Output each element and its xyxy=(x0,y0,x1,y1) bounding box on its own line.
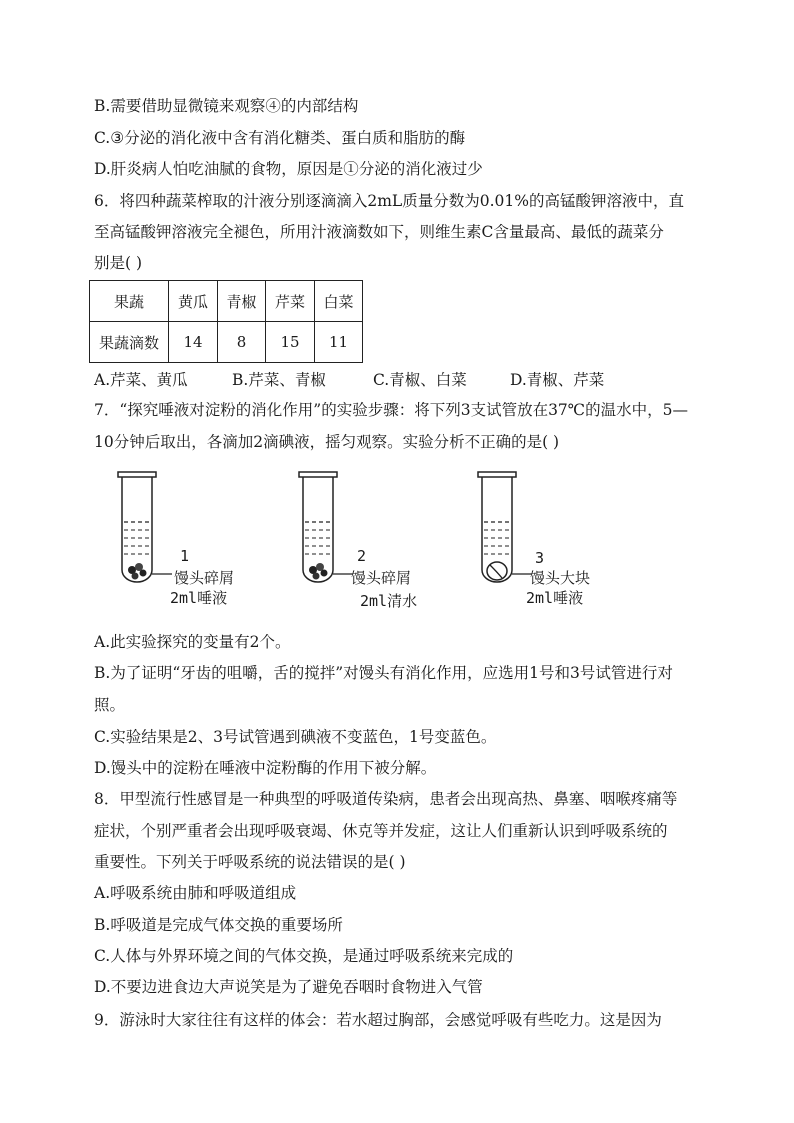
q7-option-b-line1: B.为了证明“牙齿的咀嚼，舌的搅拌”对馒头有消化作用，应选用1号和3号试管进行对 xyxy=(94,664,673,682)
q6-option-c: C.青椒、白菜 xyxy=(373,371,467,389)
q8-stem-line2: 症状，个别严重者会出现呼吸衰竭、休克等并发症，这让人们重新认识到呼吸系统的 xyxy=(94,822,668,840)
q6-stem-line1: 6．将四种蔬菜榨取的汁液分别逐滴滴入2mL质量分数为0.01%的高锰酸钾溶液中，直 xyxy=(94,192,684,210)
table-cell: 15 xyxy=(266,322,315,363)
q7-option-d: D.馒头中的淀粉在唾液中淀粉酶的作用下被分解。 xyxy=(94,759,437,777)
q7-option-b-line2: 照。 xyxy=(94,696,126,714)
q8-option-d: D.不要边进食边大声说笑是为了避免吞咽时食物进入气管 xyxy=(94,978,483,996)
tube-2-content: 馒头碎屑 xyxy=(351,569,412,587)
table-cell: 芹菜 xyxy=(266,281,315,322)
test-tube-3-diagram xyxy=(472,470,532,590)
tube-1-number: 1 xyxy=(180,547,190,565)
table-cell: 11 xyxy=(315,322,363,363)
q7-stem-line2: 10分钟后取出，各滴加2滴碘液，摇匀观察。实验分析不正确的是( ) xyxy=(94,433,560,451)
tube-3-liquid: 2ml唾液 xyxy=(526,589,584,607)
q6-option-d: D.青椒、芹菜 xyxy=(510,371,605,389)
q5-option-c: C.③分泌的消化液中含有消化糖类、蛋白质和脂肪的酶 xyxy=(94,129,466,147)
q6-option-a: A.芹菜、黄瓜 xyxy=(94,371,188,389)
table-cell: 果蔬滴数 xyxy=(90,322,169,363)
q8-option-a: A.呼吸系统由肺和呼吸道组成 xyxy=(94,884,297,902)
table-cell: 黄瓜 xyxy=(169,281,218,322)
test-tube-1-diagram xyxy=(112,470,172,590)
tube-2-number: 2 xyxy=(357,547,367,565)
q8-stem-line1: 8．甲型流行性感冒是一种典型的呼吸道传染病，患者会出现高热、鼻塞、咽喉疼痛等 xyxy=(94,790,678,808)
table-cell: 白菜 xyxy=(315,281,363,322)
q8-option-b: B.呼吸道是完成气体交换的重要场所 xyxy=(94,916,343,934)
q8-option-c: C.人体与外界环境之间的气体交换，是通过呼吸系统来完成的 xyxy=(94,947,514,965)
test-tube-2-diagram xyxy=(293,470,353,590)
q7-option-a: A.此实验探究的变量有2个。 xyxy=(94,633,291,651)
table-cell: 14 xyxy=(169,322,218,363)
q8-stem-line3: 重要性。下列关于呼吸系统的说法错误的是( ) xyxy=(94,853,406,871)
q5-option-b: B.需要借助显微镜来观察④的内部结构 xyxy=(94,97,359,115)
tube-3-number: 3 xyxy=(535,549,545,567)
q6-stem-line3: 别是( ) xyxy=(94,254,143,272)
table-cell: 8 xyxy=(218,322,266,363)
tube-1-liquid: 2ml唾液 xyxy=(170,589,228,607)
vegetable-drops-table xyxy=(89,280,363,363)
q7-option-c: C.实验结果是2、3号试管遇到碘液不变蓝色，1号变蓝色。 xyxy=(94,728,497,746)
table-cell: 青椒 xyxy=(218,281,266,322)
table-cell: 果蔬 xyxy=(90,281,169,322)
tube-3-content: 馒头大块 xyxy=(530,569,591,587)
tube-1-content: 馒头碎屑 xyxy=(174,569,235,587)
table-row xyxy=(90,322,363,363)
table-header-row xyxy=(90,281,363,322)
q6-stem-line2: 至高锰酸钾溶液完全褪色，所用汁液滴数如下，则维生素C含量最高、最低的蔬菜分 xyxy=(94,223,664,241)
q7-stem-line1: 7．“探究唾液对淀粉的消化作用”的实验步骤：将下列3支试管放在37℃的温水中，5— xyxy=(94,401,688,419)
q6-option-b: B.芹菜、青椒 xyxy=(232,371,326,389)
tube-2-liquid: 2ml清水 xyxy=(360,592,418,610)
q5-option-d: D.肝炎病人怕吃油腻的食物，原因是①分泌的消化液过少 xyxy=(94,160,483,178)
q9-stem-line1: 9．游泳时大家往往有这样的体会：若水超过胸部，会感觉呼吸有些吃力。这是因为 xyxy=(94,1011,662,1029)
